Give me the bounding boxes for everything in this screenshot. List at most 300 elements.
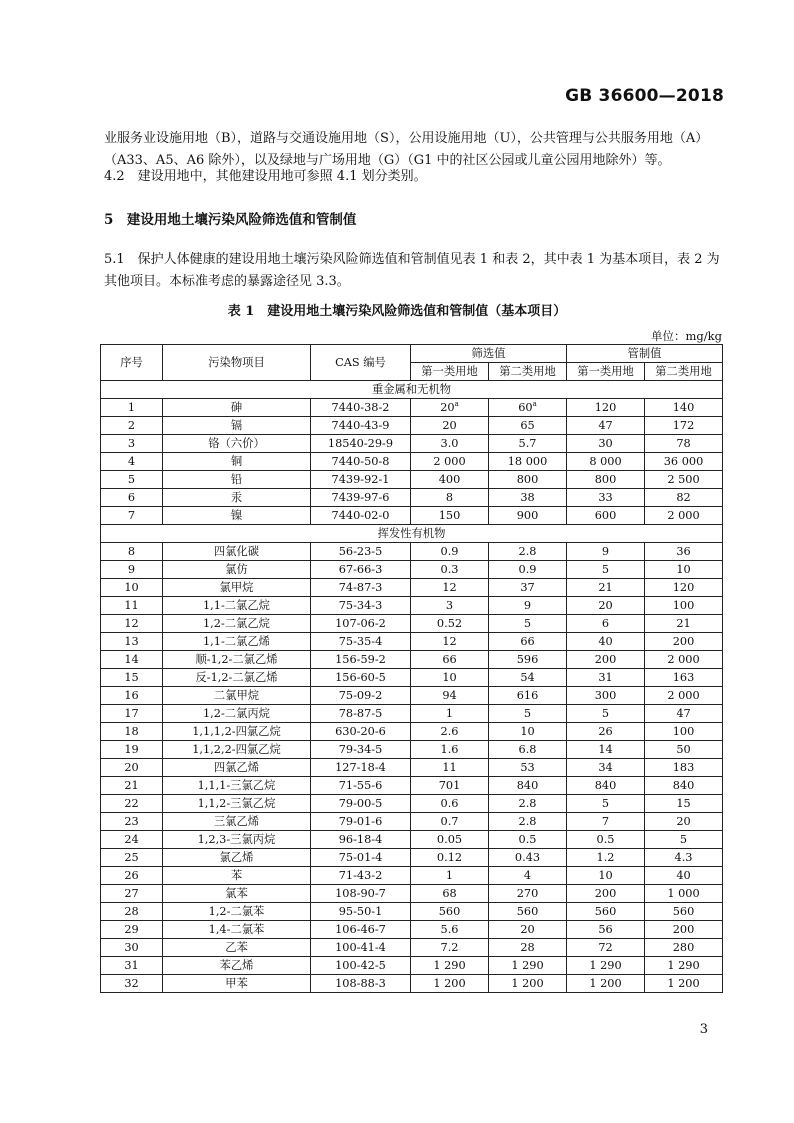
group-row <box>101 525 723 543</box>
cell-value: 4 <box>127 455 136 468</box>
cell-item <box>163 399 311 417</box>
cell-item <box>163 885 311 903</box>
table-row <box>101 507 723 525</box>
cell-value: 31 <box>598 671 613 684</box>
cell-control-class1 <box>567 849 645 867</box>
cell-seq <box>101 795 163 813</box>
cell-value: 汞 <box>230 491 243 504</box>
cell-screening-class1 <box>411 543 489 561</box>
cell-screening-class1 <box>411 795 489 813</box>
cell-value: 0.5 <box>596 833 615 846</box>
cell-control-class1 <box>567 579 645 597</box>
cell-value: 氯甲烷 <box>219 581 254 594</box>
cell-value: 100-42-5 <box>335 959 386 972</box>
cell-screening-class1 <box>411 453 489 471</box>
cell-seq <box>101 849 163 867</box>
cell-screening-class2 <box>489 795 567 813</box>
cell-control-class2 <box>645 921 723 939</box>
cell-screening-class1 <box>411 885 489 903</box>
cell-control-class1 <box>567 777 645 795</box>
cell-value: 2.8 <box>518 797 537 810</box>
cell-control-class1 <box>567 831 645 849</box>
cell-value: 37 <box>520 581 535 594</box>
cell-control-class1 <box>567 669 645 687</box>
header-screening-class1: 第一类用地 <box>411 363 489 381</box>
table-row <box>101 741 723 759</box>
cell-control-class1 <box>567 399 645 417</box>
cell-value: 108-88-3 <box>335 977 386 990</box>
cell-screening-class2 <box>489 561 567 579</box>
cell-value: 34 <box>598 761 613 774</box>
cell-value: 21 <box>676 617 691 630</box>
cell-item <box>163 615 311 633</box>
cell-seq <box>101 561 163 579</box>
cell-screening-class1 <box>411 561 489 579</box>
cell-screening-class2 <box>489 453 567 471</box>
cell-screening-class2 <box>489 723 567 741</box>
cell-value: 29 <box>124 923 139 936</box>
cell-value: 100-41-4 <box>335 941 386 954</box>
cell-screening-class2 <box>489 813 567 831</box>
cell-value: 1 290 <box>433 959 466 972</box>
cell-control-class1 <box>567 741 645 759</box>
cell-control-class2 <box>645 471 723 489</box>
cell-value: 10 <box>124 581 139 594</box>
group-title: 重金属和无机物 <box>101 381 723 399</box>
header-control: 管制值 <box>567 345 723 363</box>
cell-cas <box>311 579 411 597</box>
cell-value: 8 <box>127 545 136 558</box>
cell-cas <box>311 453 411 471</box>
cell-screening-class2 <box>489 831 567 849</box>
cell-value: 5 <box>523 617 532 630</box>
cell-cas <box>311 795 411 813</box>
paragraph-land-classes: 业服务业设施用地（B），道路与交通设施用地（S），公用设施用地（U），公共管理与公共服务用地（A）（A33、A5、A6 除外），以及绿地与广场用地（G）（G1 中的社区公园或儿童公园用地除外）等。 <box>104 131 709 168</box>
cell-value: 18 <box>124 725 139 738</box>
table-row <box>101 417 723 435</box>
cell-control-class2 <box>645 957 723 975</box>
cell-value: 3 <box>127 437 136 450</box>
cell-value: 50 <box>676 743 691 756</box>
cell-value: 1,1,2,2-四氯乙烷 <box>192 743 281 756</box>
cell-value: 280 <box>672 941 695 954</box>
cell-value: 0.52 <box>436 617 463 630</box>
cell-value: 苯 <box>230 869 243 882</box>
cell-seq <box>101 687 163 705</box>
cell-value: 20 <box>676 815 691 828</box>
table-row <box>101 561 723 579</box>
table-row <box>101 813 723 831</box>
cell-control-class2 <box>645 615 723 633</box>
cell-seq <box>101 921 163 939</box>
cell-value: 72 <box>598 941 613 954</box>
cell-screening-class1 <box>411 939 489 957</box>
cell-screening-class1 <box>411 507 489 525</box>
header-item: 污染物项目 <box>163 345 311 381</box>
cell-cas <box>311 759 411 777</box>
cell-value: 900 <box>516 509 539 522</box>
cell-screening-class1 <box>411 903 489 921</box>
cell-control-class2 <box>645 885 723 903</box>
table-row <box>101 453 723 471</box>
cell-screening-class1 <box>411 849 489 867</box>
cell-control-class1 <box>567 651 645 669</box>
table-row <box>101 435 723 453</box>
footnote-mark: a <box>532 400 537 409</box>
cell-value: 0.43 <box>514 851 541 864</box>
cell-control-class2 <box>645 543 723 561</box>
cell-value: 66 <box>520 635 535 648</box>
cell-control-class1 <box>567 453 645 471</box>
cell-screening-class2 <box>489 651 567 669</box>
cell-value: 26 <box>124 869 139 882</box>
cell-item <box>163 507 311 525</box>
cell-control-class2 <box>645 777 723 795</box>
table-row <box>101 939 723 957</box>
cell-seq <box>101 705 163 723</box>
cell-screening-class1 <box>411 687 489 705</box>
cell-value: 1,2,3-三氯丙烷 <box>197 833 276 846</box>
cell-control-class2 <box>645 975 723 993</box>
table-row <box>101 489 723 507</box>
cell-value: 4 <box>523 869 532 882</box>
cell-control-class2 <box>645 795 723 813</box>
cell-control-class2 <box>645 903 723 921</box>
table-row <box>101 471 723 489</box>
cell-screening-class1 <box>411 957 489 975</box>
cell-cas <box>311 777 411 795</box>
cell-seq <box>101 957 163 975</box>
cell-value: 铅 <box>230 473 243 486</box>
cell-control-class2 <box>645 867 723 885</box>
cell-value: 800 <box>594 473 617 486</box>
cell-value: 54 <box>520 671 535 684</box>
cell-screening-class1 <box>411 651 489 669</box>
cell-control-class1 <box>567 975 645 993</box>
cell-value: 12 <box>124 617 139 630</box>
cell-value: 79-00-5 <box>338 797 383 810</box>
cell-value: 镉 <box>230 419 243 432</box>
cell-screening-class1 <box>411 741 489 759</box>
cell-value: 四氯化碳 <box>213 545 260 558</box>
header-screening: 筛选值 <box>411 345 567 363</box>
cell-value: 16 <box>124 689 139 702</box>
cell-value: 270 <box>516 887 539 900</box>
cell-screening-class2 <box>489 975 567 993</box>
cell-value: 15 <box>124 671 139 684</box>
cell-control-class2 <box>645 597 723 615</box>
cell-control-class1 <box>567 939 645 957</box>
cell-value: 140 <box>672 401 695 414</box>
cell-screening-class1 <box>411 489 489 507</box>
cell-value: 11 <box>124 599 139 612</box>
cell-value: 38 <box>520 491 535 504</box>
cell-control-class1 <box>567 795 645 813</box>
cell-value: 800 <box>516 473 539 486</box>
cell-screening-class2 <box>489 579 567 597</box>
cell-control-class1 <box>567 921 645 939</box>
cell-value: 0.9 <box>440 545 459 558</box>
cell-value: 1 200 <box>433 977 466 990</box>
cell-value: 1 290 <box>667 959 700 972</box>
cell-item <box>163 921 311 939</box>
cell-seq <box>101 867 163 885</box>
cell-seq <box>101 741 163 759</box>
cell-cas <box>311 903 411 921</box>
cell-value: 5 <box>127 473 136 486</box>
cell-cas <box>311 813 411 831</box>
cell-control-class2 <box>645 489 723 507</box>
table-row <box>101 399 723 417</box>
cell-screening-class1 <box>411 867 489 885</box>
cell-item <box>163 633 311 651</box>
cell-screening-class2 <box>489 957 567 975</box>
cell-screening-class1 <box>411 975 489 993</box>
cell-value: 200 <box>672 923 695 936</box>
cell-screening-class2 <box>489 615 567 633</box>
cell-value: 5 <box>601 563 610 576</box>
cell-value: 616 <box>516 689 539 702</box>
cell-screening-class2 <box>489 705 567 723</box>
cell-cas <box>311 687 411 705</box>
cell-value: 5.6 <box>440 923 459 936</box>
table-row <box>101 579 723 597</box>
cell-value: 82 <box>676 491 691 504</box>
cell-value: 156-59-2 <box>335 653 386 666</box>
cell-value: 苯乙烯 <box>219 959 254 972</box>
header-cas: CAS 编号 <box>311 345 411 381</box>
cell-control-class1 <box>567 561 645 579</box>
cell-value: 1,2-二氯乙烷 <box>203 617 270 630</box>
cell-control-class1 <box>567 633 645 651</box>
cell-screening-class2 <box>489 489 567 507</box>
cell-seq <box>101 885 163 903</box>
cell-value: 21 <box>598 581 613 594</box>
header-seq: 序号 <box>101 345 163 381</box>
cell-value: 94 <box>442 689 457 702</box>
cell-value: 铜 <box>230 455 243 468</box>
cell-value: 10 <box>442 671 457 684</box>
cell-item <box>163 597 311 615</box>
cell-value: 氯苯 <box>225 887 248 900</box>
cell-value: 1 <box>445 869 454 882</box>
cell-screening-class2 <box>489 741 567 759</box>
cell-value: 1 290 <box>511 959 544 972</box>
cell-item <box>163 471 311 489</box>
cell-value: 20 <box>598 599 613 612</box>
cell-value: 10 <box>520 725 535 738</box>
cell-cas <box>311 921 411 939</box>
cell-cas <box>311 471 411 489</box>
cell-value: 200 <box>672 635 695 648</box>
cell-value: 18540-29-9 <box>327 437 394 450</box>
cell-value: 107-06-2 <box>335 617 386 630</box>
cell-screening-class2 <box>489 507 567 525</box>
cell-value: 120 <box>672 581 695 594</box>
cell-cas <box>311 831 411 849</box>
cell-value: 200 <box>594 887 617 900</box>
cell-value: 18 000 <box>507 455 548 468</box>
cell-control-class1 <box>567 417 645 435</box>
cell-value: 7.2 <box>440 941 459 954</box>
cell-value: 400 <box>438 473 461 486</box>
table-row <box>101 903 723 921</box>
cell-value: 71-43-2 <box>338 869 383 882</box>
cell-screening-class1 <box>411 471 489 489</box>
cell-value: 1 200 <box>589 977 622 990</box>
cell-screening-class2 <box>489 597 567 615</box>
cell-screening-class1 <box>411 723 489 741</box>
cell-value: 铬（六价） <box>208 437 265 450</box>
cell-value: 78-87-5 <box>338 707 383 720</box>
cell-value: 2 000 <box>433 455 466 468</box>
cell-screening-class1 <box>411 435 489 453</box>
cell-item <box>163 903 311 921</box>
cell-value: 32 <box>124 977 139 990</box>
cell-value: 7440-02-0 <box>331 509 390 522</box>
cell-control-class1 <box>567 867 645 885</box>
cell-value: 1,1,1-三氯乙烷 <box>197 779 276 792</box>
cell-cas <box>311 651 411 669</box>
cell-value: 顺-1,2-二氯乙烯 <box>195 653 278 666</box>
cell-value: 17 <box>124 707 139 720</box>
cell-value: 26 <box>598 725 613 738</box>
cell-screening-class1 <box>411 759 489 777</box>
cell-control-class1 <box>567 723 645 741</box>
cell-value: 21 <box>124 779 139 792</box>
cell-screening-class1 <box>411 777 489 795</box>
cell-value: 30 <box>124 941 139 954</box>
cell-value: 1,4-二氯苯 <box>208 923 265 936</box>
cell-seq <box>101 615 163 633</box>
cell-value: 7 <box>127 509 136 522</box>
cell-value: 3.0 <box>440 437 459 450</box>
cell-screening-class2 <box>489 867 567 885</box>
cell-value: 0.3 <box>440 563 459 576</box>
header-screening-class2: 第二类用地 <box>489 363 567 381</box>
cell-value: 172 <box>672 419 695 432</box>
cell-value: 23 <box>124 815 139 828</box>
cell-value: 36 000 <box>663 455 704 468</box>
cell-item <box>163 975 311 993</box>
section-heading-5: 5 建设用地土壤污染风险筛选值和管制值 <box>104 212 357 228</box>
table-row <box>101 633 723 651</box>
cell-screening-class2 <box>489 633 567 651</box>
cell-value: 甲苯 <box>225 977 248 990</box>
table-row <box>101 543 723 561</box>
cell-seq <box>101 435 163 453</box>
cell-seq <box>101 831 163 849</box>
cell-control-class1 <box>567 705 645 723</box>
cell-control-class2 <box>645 453 723 471</box>
cell-value: 27 <box>124 887 139 900</box>
cell-value: 6.8 <box>518 743 537 756</box>
cell-screening-class1 <box>411 831 489 849</box>
cell-seq <box>101 651 163 669</box>
cell-control-class1 <box>567 489 645 507</box>
table-row <box>101 957 723 975</box>
cell-value: 四氯乙烯 <box>213 761 260 774</box>
cell-control-class1 <box>567 435 645 453</box>
cell-value: 840 <box>516 779 539 792</box>
cell-value: 2.8 <box>518 545 537 558</box>
cell-screening-class2 <box>489 417 567 435</box>
cell-value: 36 <box>676 545 691 558</box>
cell-seq <box>101 723 163 741</box>
cell-value: 7440-50-8 <box>331 455 390 468</box>
paragraph-5-1: 5.1 保护人体健康的建设用地土壤污染风险筛选值和管制值见表 1 和表 2，其中表 1 为基本项目，表 2 为其他项目。本标准考虑的暴露途径见 3.3。 <box>104 252 720 289</box>
cell-value: 74-87-3 <box>338 581 383 594</box>
cell-value: 2.8 <box>518 815 537 828</box>
cell-seq <box>101 579 163 597</box>
cell-value: 75-35-4 <box>338 635 383 648</box>
cell-value: 75-01-4 <box>338 851 383 864</box>
cell-value: 15 <box>676 797 691 810</box>
cell-control-class2 <box>645 561 723 579</box>
cell-seq <box>101 669 163 687</box>
cell-value: 65 <box>520 419 535 432</box>
cell-cas <box>311 489 411 507</box>
cell-seq <box>101 633 163 651</box>
cell-value: 79-34-5 <box>338 743 383 756</box>
cell-control-class1 <box>567 543 645 561</box>
cell-value: 1,1,1,2-四氯乙烷 <box>192 725 281 738</box>
cell-item <box>163 453 311 471</box>
cell-value: 1 290 <box>589 959 622 972</box>
cell-value: 3 <box>445 599 454 612</box>
cell-value: 20 <box>520 923 535 936</box>
cell-seq <box>101 813 163 831</box>
cell-value: 560 <box>438 905 461 918</box>
cell-item <box>163 813 311 831</box>
cell-value: 1 200 <box>511 977 544 990</box>
cell-value: 183 <box>672 761 695 774</box>
cell-cas <box>311 597 411 615</box>
cell-value: 560 <box>516 905 539 918</box>
cell-value: 7439-97-6 <box>331 491 390 504</box>
cell-value: 28 <box>124 905 139 918</box>
table-row <box>101 759 723 777</box>
cell-value: 60 <box>518 401 533 414</box>
cell-value: 67-66-3 <box>338 563 383 576</box>
cell-screening-class2 <box>489 921 567 939</box>
table-row <box>101 921 723 939</box>
cell-screening-class2 <box>489 669 567 687</box>
cell-value: 20 <box>124 761 139 774</box>
cell-item <box>163 741 311 759</box>
cell-control-class1 <box>567 885 645 903</box>
cell-item <box>163 561 311 579</box>
table-row <box>101 831 723 849</box>
cell-control-class1 <box>567 813 645 831</box>
cell-value: 47 <box>598 419 613 432</box>
cell-cas <box>311 849 411 867</box>
cell-value: 砷 <box>230 401 243 414</box>
cell-control-class1 <box>567 687 645 705</box>
cell-value: 1 200 <box>667 977 700 990</box>
cell-value: 10 <box>676 563 691 576</box>
cell-control-class1 <box>567 615 645 633</box>
cell-seq <box>101 903 163 921</box>
table-row <box>101 651 723 669</box>
cell-item <box>163 651 311 669</box>
cell-value: 5 <box>523 707 532 720</box>
cell-cas <box>311 633 411 651</box>
cell-value: 1,2-二氯丙烷 <box>203 707 270 720</box>
cell-value: 5 <box>601 797 610 810</box>
cell-seq <box>101 939 163 957</box>
cell-value: 14 <box>598 743 613 756</box>
